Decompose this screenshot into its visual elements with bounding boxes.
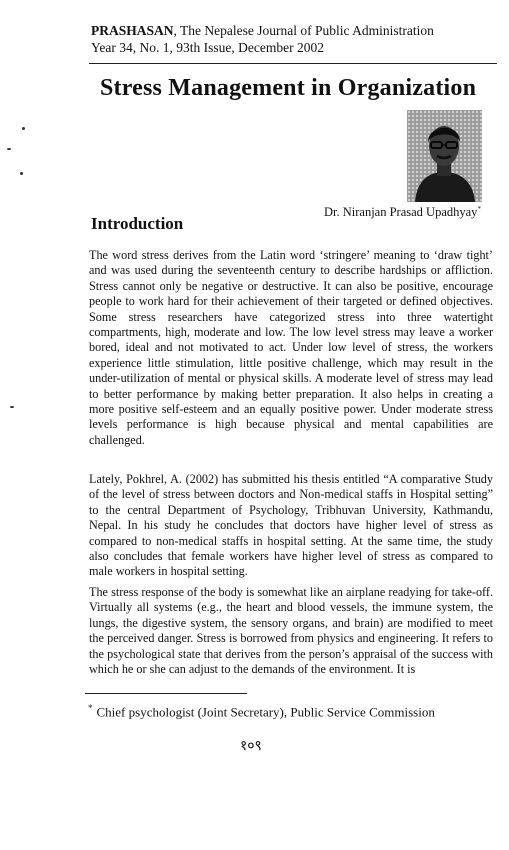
author-name-text: Dr. Niranjan Prasad Upadhyay — [324, 205, 478, 220]
footnote-rule — [85, 693, 247, 694]
scan-speck — [7, 148, 11, 150]
journal-title-line — [91, 22, 434, 39]
author-name — [324, 205, 481, 220]
paragraph-1: The word stress derives from the Latin word ‘stringere’ meaning to ‘draw tight’ and was used during the seventeenth century to describe hardships or affliction. Stress cannot only be negative or destructive. It can also be positive, encourage people to work hard for their achievement of their targeted or defined objectives. Some stress researchers have categorized stress into three watertight compartments, high, moderate and low. The low level stress may leave a worker bored, ideal and not motivated to act. Under low level of stress, the workers experience little stimulation, little positive challenge, which may result in the under-utilization of mental or physical skills. A moderate level of stress may lead to better performance by making better preparation. It also helps in creating a more positive self-esteem and an equally positive power. Under moderate stress levels performance is high because physical and mental capabilities are challenged. — [89, 248, 493, 447]
page-number: १०९ — [240, 738, 262, 754]
scan-speck — [22, 127, 25, 130]
paragraph-3: The stress response of the body is somewhat like an airplane readying for take-off. Virtually all systems (e.g., the heart and blood vessels, the immune system, the lungs, the digestive system, the sensory organs, and brain) are modified to meet the perceived danger. Stress is borrowed from physics and engineering. It refers to the psychological state that derives from the person’s appraisal of the success with which he or she can adjust to the demands of the environment. It is — [89, 585, 493, 677]
section-heading: Introduction — [91, 214, 184, 233]
journal-issue-line: Year 34, No. 1, 93th Issue, December 2002 — [91, 40, 324, 55]
scan-speck — [20, 172, 23, 175]
paragraph-2: Lately, Pokhrel, A. (2002) has submitted his thesis entitled “A comparative Study of the level of stress between doctors and Non-medical staffs in Hospital setting” to the central Department of Psychology, Tribhuvan University, Kathmandu, Nepal. In his study he concludes that doctors have higher level of stress as compared to non-medical staffs in hospital setting. At the same time, the study also concludes that female workers have higher level of stress as compared to male workers in hospital setting. — [89, 472, 493, 579]
header-rule — [89, 63, 497, 64]
footnote-mark: * — [88, 703, 93, 713]
journal-header — [91, 22, 434, 56]
author-footnote-mark: * — [477, 205, 481, 213]
scan-speck — [10, 406, 14, 408]
article-title: Stress Management in Organization — [100, 75, 477, 101]
journal-subtitle: , The Nepalese Journal of Public Administration — [173, 23, 434, 38]
journal-name: PRASHASAN — [91, 23, 174, 38]
footnote — [88, 703, 435, 720]
footnote-text: Chief psychologist (Joint Secretary), Public Service Commission — [96, 704, 435, 720]
author-photo — [407, 110, 482, 202]
